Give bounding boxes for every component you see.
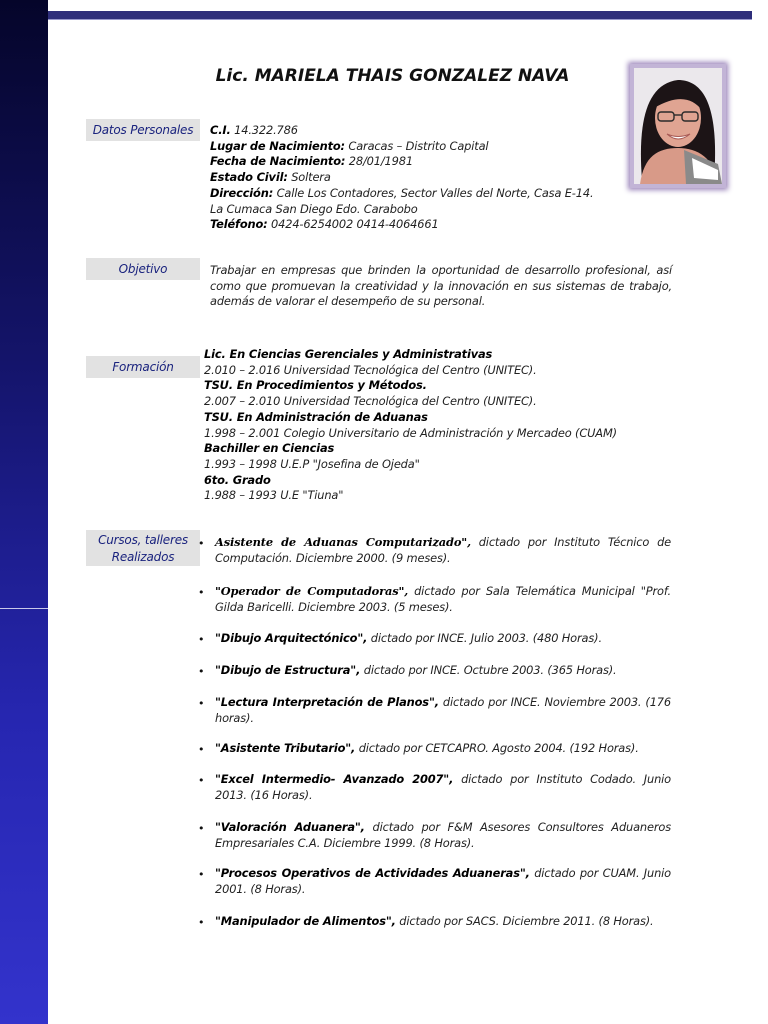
personal-key: Fecha de Nacimiento: — [210, 154, 346, 169]
course-item — [215, 695, 671, 726]
education-list — [204, 347, 617, 504]
personal-key: Teléfono: — [210, 217, 268, 232]
course-detail: dictado por SACS. Diciembre 2011. (8 Horas). — [395, 914, 654, 928]
course-detail: dictado por INCE. Julio 2003. (480 Horas). — [367, 631, 602, 645]
section-label-line: Realizados — [111, 550, 175, 564]
course-title: "Dibujo Arquitectónico", — [215, 631, 368, 645]
course-item — [215, 663, 671, 679]
course-title: "Valoración Aduanera", — [215, 820, 365, 834]
bullet-icon: • — [198, 822, 205, 835]
course-title: "Manipulador de Alimentos", — [215, 914, 396, 928]
profile-photo — [630, 64, 726, 188]
profile-photo-image — [634, 68, 722, 184]
personal-key: C.I. — [210, 123, 231, 137]
course-item — [215, 535, 671, 566]
personal-value: 0424-6254002 0414-4064661 — [267, 217, 439, 232]
course-detail: dictado por CETCAPRO. Agosto 2004. (192 Horas). — [355, 741, 639, 755]
course-title: "Lectura Interpretación de Planos", — [215, 695, 439, 709]
education-title: Bachiller en Ciencias — [204, 441, 335, 456]
bullet-icon: • — [198, 697, 205, 710]
personal-value: Caracas – Distrito Capital — [344, 138, 489, 153]
education-title: TSU. En Administración de Aduanas — [204, 409, 428, 424]
personal-value: Soltera — [287, 170, 331, 185]
personal-row — [210, 154, 593, 170]
page-title: Lic. MARIELA THAIS GONZALEZ NAVA — [215, 66, 570, 86]
personal-row — [210, 139, 593, 155]
top-bar — [48, 11, 752, 20]
personal-row — [210, 170, 593, 186]
personal-key: Dirección: — [210, 185, 274, 200]
bullet-icon: • — [198, 916, 205, 929]
education-title: 6to. Grado — [204, 472, 271, 487]
bullet-icon: • — [198, 665, 205, 678]
course-title: "Procesos Operativos de Actividades Aduaneras", — [215, 866, 530, 880]
course-item — [215, 772, 671, 803]
bullet-icon: • — [198, 868, 205, 881]
course-detail: dictado por INCE. Octubre 2003. (365 Horas). — [360, 663, 617, 677]
course-detail: dictado por INCE. Noviembre 2003. (176 horas). — [215, 695, 671, 725]
personal-value: Calle Los Contadores, Sector Valles del Norte, Casa E-14. — [273, 185, 594, 200]
course-detail: dictado por Instituto Codado. Junio 2013. (16 Horas). — [215, 772, 671, 802]
education-detail: 1.993 – 1998 U.E.P "Josefina de Ojeda" — [204, 456, 420, 471]
personal-row — [210, 186, 593, 202]
personal-row — [210, 217, 593, 233]
bullet-icon: • — [198, 774, 205, 787]
course-item — [215, 631, 671, 647]
section-label-line: Cursos, talleres — [98, 533, 188, 547]
course-item — [215, 584, 671, 615]
education-detail: 2.010 – 2.016 Universidad Tecnológica del Centro (UNITEC). — [204, 362, 537, 377]
course-detail: dictado por CUAM. Junio 2001. (8 Horas). — [215, 866, 671, 896]
education-detail: 1.998 – 2.001 Colegio Universitario de Administración y Mercadeo (CUAM) — [204, 425, 617, 440]
sidebar-divider — [0, 608, 48, 609]
section-label-datos-personales: Datos Personales — [86, 119, 200, 141]
left-sidebar-band — [0, 0, 48, 1024]
course-detail: dictado por Sala Telemática Municipal "Prof. Gilda Baricelli. Diciembre 2003. (5 meses). — [215, 584, 672, 614]
section-label-cursos — [86, 530, 200, 566]
section-label-formacion: Formación — [86, 356, 200, 378]
bullet-icon: • — [198, 633, 205, 646]
personal-value: 14.322.786 — [230, 123, 298, 137]
bullet-icon: • — [198, 537, 205, 550]
personal-key: Lugar de Nacimiento: — [210, 138, 345, 153]
course-item — [215, 820, 671, 851]
course-title: "Excel Intermedio- Avanzado 2007", — [215, 772, 454, 786]
bullet-icon: • — [198, 586, 205, 599]
personal-key: Estado Civil: — [210, 170, 288, 185]
objective-text: Trabajar en empresas que brinden la oportunidad de desarrollo profesional, así como que promuevan la creatividad y la innovación en sus sistemas de trabajo, además de valorar el desempeño de su personal. — [210, 263, 672, 309]
personal-value: 28/01/1981 — [345, 154, 413, 169]
education-title: TSU. En Procedimientos y Métodos. — [204, 378, 427, 393]
course-item — [215, 914, 671, 930]
course-title: "Dibujo de Estructura", — [215, 663, 361, 677]
personal-value: La Cumaca San Diego Edo. Carabobo — [210, 201, 418, 216]
course-item — [215, 866, 671, 897]
section-label-objetivo: Objetivo — [86, 258, 200, 280]
course-detail: dictado por F&M Asesores Consultores Aduaneros Empresariales C.A. Diciembre 1999. (8 Horas). — [215, 820, 671, 850]
bullet-icon: • — [198, 743, 205, 756]
education-detail: 1.988 – 1993 U.E "Tiuna" — [204, 488, 344, 503]
personal-row — [210, 202, 593, 218]
education-detail: 2.007 – 2.010 Universidad Tecnológica del Centro (UNITEC). — [204, 394, 537, 409]
course-item — [215, 741, 671, 757]
personal-data — [210, 123, 593, 233]
course-detail: dictado por Instituto Técnico de Computación. Diciembre 2000. (9 meses). — [215, 535, 672, 565]
course-title: Asistente de Aduanas Computarizado", — [215, 535, 471, 549]
course-title: "Asistente Tributario", — [215, 741, 356, 755]
personal-row — [210, 123, 593, 139]
course-title: "Operador de Computadoras", — [215, 584, 409, 598]
education-title: Lic. En Ciencias Gerenciales y Administrativas — [204, 347, 493, 361]
